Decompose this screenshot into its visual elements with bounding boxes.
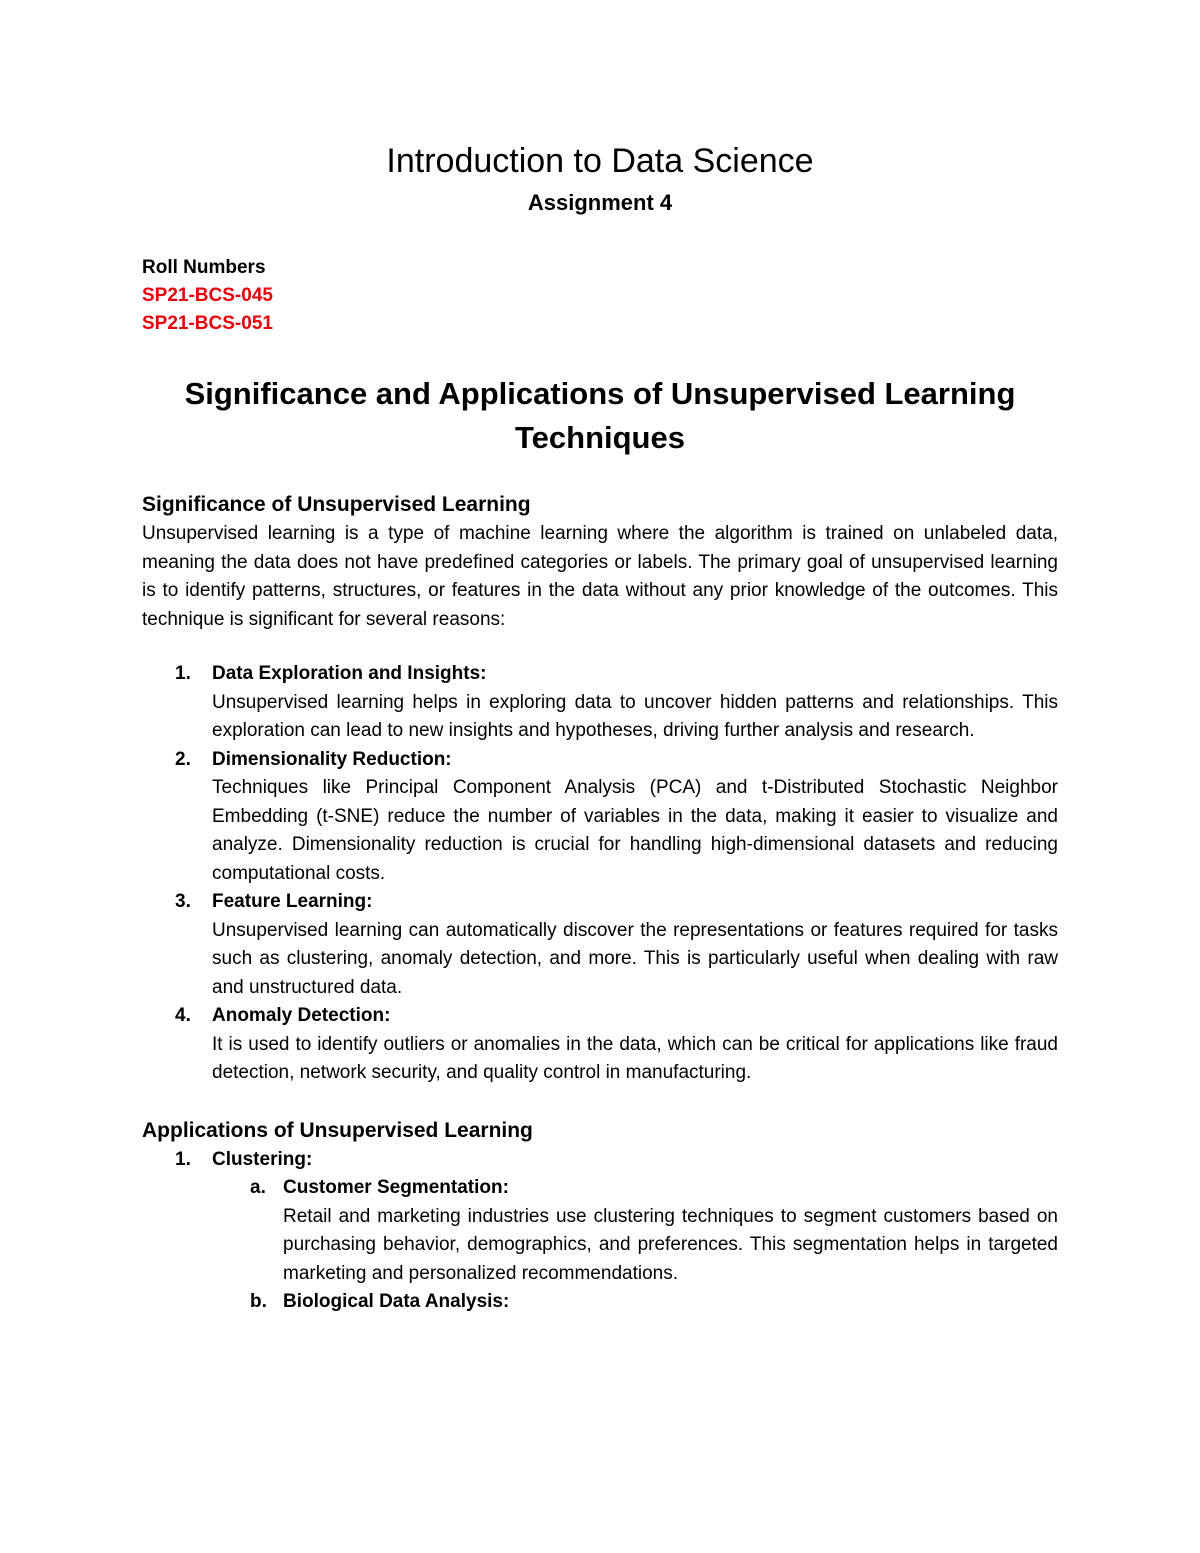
sublist-marker: b. [250, 1291, 267, 1312]
significance-intro: Unsupervised learning is a type of machine learning where the algorithm is trained on unlabeled data, meaning the data does not have predefined categories or labels. The primary goal of unsupervised learning is to identify patterns, structures, or features in the data without any prior knowledge of the outcomes. This technique is significant for several reasons: [142, 523, 1058, 630]
applications-list [142, 1146, 1058, 1317]
sublist-item-title: Biological Data Analysis: [283, 1291, 510, 1312]
list-item [142, 1146, 1058, 1317]
document-subtitle: Assignment 4 [527, 190, 673, 215]
list-item [142, 1002, 1058, 1088]
sublist-marker: a. [250, 1177, 266, 1198]
sublist-item-text: Retail and marketing industries use clustering techniques to segment customers based on purchasing behavior, demographics, and preferences. This segmentation helps in targeted marketing and personalized recommendations. [283, 1205, 1058, 1284]
list-item-text: Unsupervised learning helps in exploring data to uncover hidden patterns and relationships. This exploration can lead to new insights and hypotheses, driving further analysis and research. [212, 691, 1058, 741]
significance-heading: Significance of Unsupervised Learning [142, 493, 531, 516]
list-item-title: Clustering: [212, 1148, 313, 1170]
roll-number: SP21-BCS-045 [142, 285, 273, 306]
list-marker: 1. [175, 1148, 191, 1170]
list-item-text: It is used to identify outliers or anomalies in the data, which can be critical for applications like fraud detection, network security, and quality control in manufacturing. [212, 1033, 1058, 1083]
list-marker: 1. [175, 663, 191, 684]
applications-heading: Applications of Unsupervised Learning [142, 1118, 533, 1142]
sublist-item [212, 1288, 1058, 1317]
clustering-sublist [212, 1174, 1058, 1317]
list-item-title: Feature Learning: [212, 891, 373, 912]
list-marker: 3. [175, 891, 191, 912]
list-item-text: Techniques like Principal Component Analysis (PCA) and t-Distributed Stochastic Neighbor Embedding (t-SNE) reduce the number of variables in the data, making it easier to visualize and analyze. Dimensionality reduction is crucial for handling high-dimensional datasets and reducing computational costs. [212, 777, 1058, 884]
list-marker: 4. [175, 1005, 191, 1026]
list-item-title: Dimensionality Reduction: [212, 748, 452, 770]
document-title: Introduction to Data Science [386, 142, 814, 180]
list-marker: 2. [175, 748, 191, 770]
document-page [142, 140, 1058, 1317]
list-item-title: Anomaly Detection: [212, 1005, 391, 1026]
roll-numbers-block [142, 254, 1058, 338]
significance-list [142, 660, 1058, 1088]
list-item [142, 746, 1058, 889]
sublist-item [212, 1174, 1058, 1288]
list-item [142, 660, 1058, 746]
list-item-title: Data Exploration and Insights: [212, 663, 487, 684]
sublist-item-title: Customer Segmentation: [283, 1177, 509, 1198]
main-heading: Significance and Applications of Unsupervised Learning Techniques [184, 376, 1016, 455]
roll-numbers-label: Roll Numbers [142, 257, 266, 278]
list-item-text: Unsupervised learning can automatically discover the representations or features required for tasks such as clustering, anomaly detection, and more. This is particularly useful when dealing with raw and unstructured data. [212, 919, 1058, 998]
roll-number: SP21-BCS-051 [142, 313, 273, 334]
list-item [142, 888, 1058, 1002]
